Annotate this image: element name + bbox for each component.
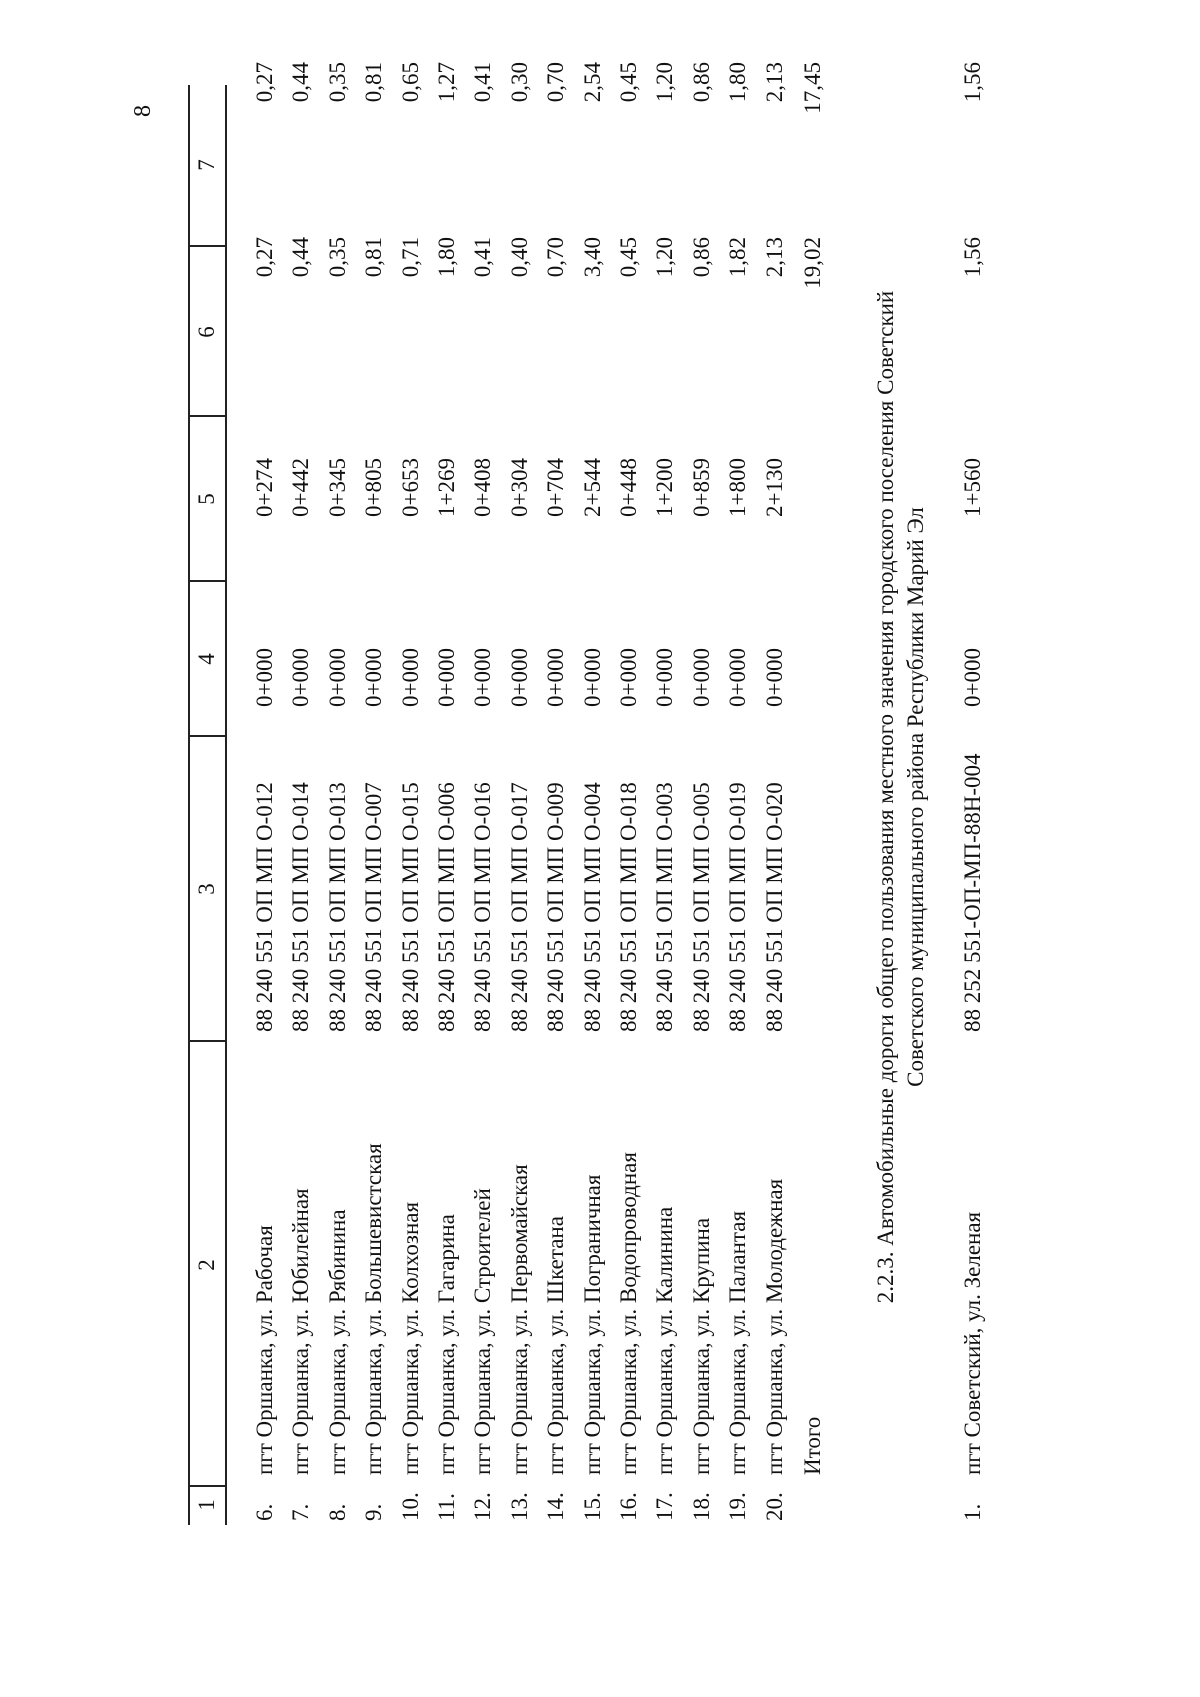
row-number: 7. [288, 1503, 314, 1521]
row-number: 9. [361, 1503, 387, 1521]
start-km: 0+000 [361, 648, 387, 707]
row-number: 12. [470, 1492, 496, 1521]
start-km: 0+000 [324, 648, 350, 707]
end-km: 1+560 [960, 458, 985, 517]
row-number: 16. [616, 1492, 641, 1521]
length-hard-surface: 0,30 [506, 62, 532, 103]
start-km: 0+000 [688, 648, 714, 707]
row-number: 19. [725, 1492, 751, 1521]
col-divider [188, 246, 227, 248]
length-hard-surface: 0,44 [288, 62, 314, 103]
length-hard-surface: 1,80 [725, 62, 751, 103]
start-km: 0+000 [761, 648, 787, 707]
road-id-code: 88 240 551 ОП МП О-014 [288, 782, 314, 1032]
road-name: пгт Оршанка, ул. Гагарина [434, 1214, 459, 1475]
start-km: 0+000 [506, 648, 532, 707]
end-km: 2+544 [579, 458, 605, 517]
road-name: пгт Оршанка, ул. Юбилейная [288, 1188, 314, 1475]
length-hard-surface: 2,54 [579, 62, 605, 103]
start-km: 0+000 [652, 648, 678, 707]
road-name: пгт Оршанка, ул. Строителей [470, 1188, 496, 1475]
col-divider [188, 581, 227, 583]
road-id-code: 88 252 551-ОП-МП-88Н-004 [960, 753, 985, 1032]
road-id-code: 88 240 551 ОП МП О-015 [397, 782, 423, 1032]
row-number: 17. [652, 1492, 678, 1521]
length-value: 0,44 [288, 237, 314, 278]
header-bottom-rule [225, 85, 227, 1525]
road-name: пгт Оршанка, ул. Большевистская [361, 1143, 387, 1475]
length-hard-surface: 0,41 [470, 62, 496, 103]
road-name: пгт Оршанка, ул. Пограничная [579, 1174, 605, 1475]
end-km: 0+448 [616, 458, 641, 517]
row-number: 14. [543, 1492, 569, 1521]
road-name: пгт Оршанка, ул. Первомайская [506, 1164, 532, 1475]
length-hard-surface: 0,81 [361, 62, 387, 103]
start-km: 0+000 [543, 648, 569, 707]
length-hard-surface: 1,56 [960, 62, 985, 103]
road-name: пгт Оршанка, ул. Крупина [688, 1217, 714, 1475]
row-number: 1. [960, 1503, 985, 1521]
length-value: 1,20 [652, 237, 678, 278]
end-km: 1+800 [725, 458, 751, 517]
row-number: 18. [688, 1492, 714, 1521]
end-km: 0+345 [324, 458, 350, 517]
length-value: 1,82 [725, 237, 751, 278]
header-col-5: 5 [194, 493, 219, 505]
col-divider [188, 416, 227, 418]
row-number: 13. [506, 1492, 532, 1521]
road-id-code: 88 240 551 ОП МП О-006 [434, 782, 459, 1032]
row-number: 20. [761, 1492, 787, 1521]
length-hard-surface: 2,13 [761, 62, 787, 103]
section-caption-line-1: 2.2.3. Автомобильные дороги общего пользования местного значения городского поселения Советский [873, 290, 898, 1304]
row-number: 8. [324, 1503, 350, 1521]
length-value: 0,27 [252, 237, 277, 278]
header-top-rule [188, 85, 190, 1525]
length-value: 2,13 [761, 237, 787, 278]
length-value: 0,45 [616, 237, 641, 278]
road-name: пгт Оршанка, ул. Калинина [652, 1206, 678, 1475]
road-name: пгт Оршанка, ул. Колхозная [397, 1201, 423, 1475]
length-hard-surface: 0,45 [616, 62, 641, 103]
road-id-code: 88 240 551 ОП МП О-003 [652, 782, 678, 1032]
length-hard-surface: 0,65 [397, 62, 423, 103]
start-km: 0+000 [252, 648, 277, 707]
end-km: 2+130 [761, 458, 787, 517]
start-km: 0+000 [470, 648, 496, 707]
col-divider [188, 736, 227, 738]
header-col-4: 4 [194, 653, 219, 665]
road-id-code: 88 240 551 ОП МП О-005 [688, 782, 714, 1032]
end-km: 0+304 [506, 458, 532, 517]
road-name: пгт Оршанка, ул. Молодежная [761, 1178, 787, 1475]
row-number: 11. [434, 1493, 459, 1521]
road-name: пгт Оршанка, ул. Рябинина [324, 1209, 350, 1475]
end-km: 0+805 [361, 458, 387, 517]
road-id-code: 88 240 551 ОП МП О-007 [361, 782, 387, 1032]
length-value: 0,86 [688, 237, 714, 278]
start-km: 0+000 [397, 648, 423, 707]
header-col-1: 1 [194, 1499, 219, 1511]
end-km: 0+859 [688, 458, 714, 517]
road-id-code: 88 240 551 ОП МП О-019 [725, 782, 751, 1032]
road-id-code: 88 240 551 ОП МП О-012 [252, 782, 277, 1032]
length-hard-surface: 1,27 [434, 62, 459, 103]
road-name: пгт Оршанка, ул. Рабочая [252, 1225, 277, 1475]
end-km: 0+704 [543, 458, 569, 517]
length-value: 0,41 [470, 237, 496, 278]
col-divider [188, 1041, 227, 1043]
header-col-7: 7 [194, 159, 219, 171]
road-name: пгт Оршанка, ул. Водопроводная [616, 1152, 641, 1475]
length-hard-surface: 0,27 [252, 62, 277, 103]
road-id-code: 88 240 551 ОП МП О-016 [470, 782, 496, 1032]
length-hard-surface: 0,86 [688, 62, 714, 103]
end-km: 0+653 [397, 458, 423, 517]
start-km: 0+000 [288, 648, 314, 707]
page-number: 8 [130, 105, 156, 117]
row-number: 15. [579, 1492, 605, 1521]
road-name: пгт Оршанка, ул. Палантая [725, 1210, 751, 1475]
end-km: 0+274 [252, 458, 277, 517]
length-hard-surface: 1,20 [652, 62, 678, 103]
length-value: 0,70 [543, 237, 569, 278]
start-km: 0+000 [579, 648, 605, 707]
length-hard-surface: 0,70 [543, 62, 569, 103]
start-km: 0+000 [434, 648, 459, 707]
section-caption-line-2: Советского муниципального района Республики Марий Эл [903, 507, 928, 1087]
end-km: 0+408 [470, 458, 496, 517]
road-id-code: 88 240 551 ОП МП О-020 [761, 782, 787, 1032]
road-id-code: 88 240 551 ОП МП О-013 [324, 782, 350, 1032]
end-km: 0+442 [288, 458, 314, 517]
length-value: 0,71 [397, 237, 423, 278]
length-value: 1,56 [960, 237, 985, 278]
total-length-hard-surface: 17,45 [800, 62, 825, 114]
length-value: 0,35 [324, 237, 350, 278]
end-km: 1+269 [434, 458, 459, 517]
row-number: 6. [252, 1503, 277, 1521]
road-id-code: 88 240 551 ОП МП О-018 [616, 782, 641, 1032]
length-value: 0,40 [506, 237, 532, 278]
start-km: 0+000 [616, 648, 641, 707]
length-value: 0,81 [361, 237, 387, 278]
road-id-code: 88 240 551 ОП МП О-004 [579, 782, 605, 1032]
header-col-2: 2 [194, 1259, 219, 1271]
start-km: 0+000 [960, 648, 985, 707]
header-col-3: 3 [194, 883, 219, 895]
road-name: пгт Оршанка, ул. Шкетана [543, 1216, 569, 1475]
row-number: 10. [397, 1492, 423, 1521]
road-id-code: 88 240 551 ОП МП О-009 [543, 782, 569, 1032]
total-label: Итого [800, 1416, 825, 1475]
total-length: 19,02 [800, 237, 825, 289]
length-hard-surface: 0,35 [324, 62, 350, 103]
road-id-code: 88 240 551 ОП МП О-017 [506, 782, 532, 1032]
end-km: 1+200 [652, 458, 678, 517]
road-name: пгт Советский, ул. Зеленая [960, 1211, 985, 1475]
length-value: 1,80 [434, 237, 459, 278]
start-km: 0+000 [725, 648, 751, 707]
length-value: 3,40 [579, 237, 605, 278]
header-col-6: 6 [194, 326, 219, 338]
